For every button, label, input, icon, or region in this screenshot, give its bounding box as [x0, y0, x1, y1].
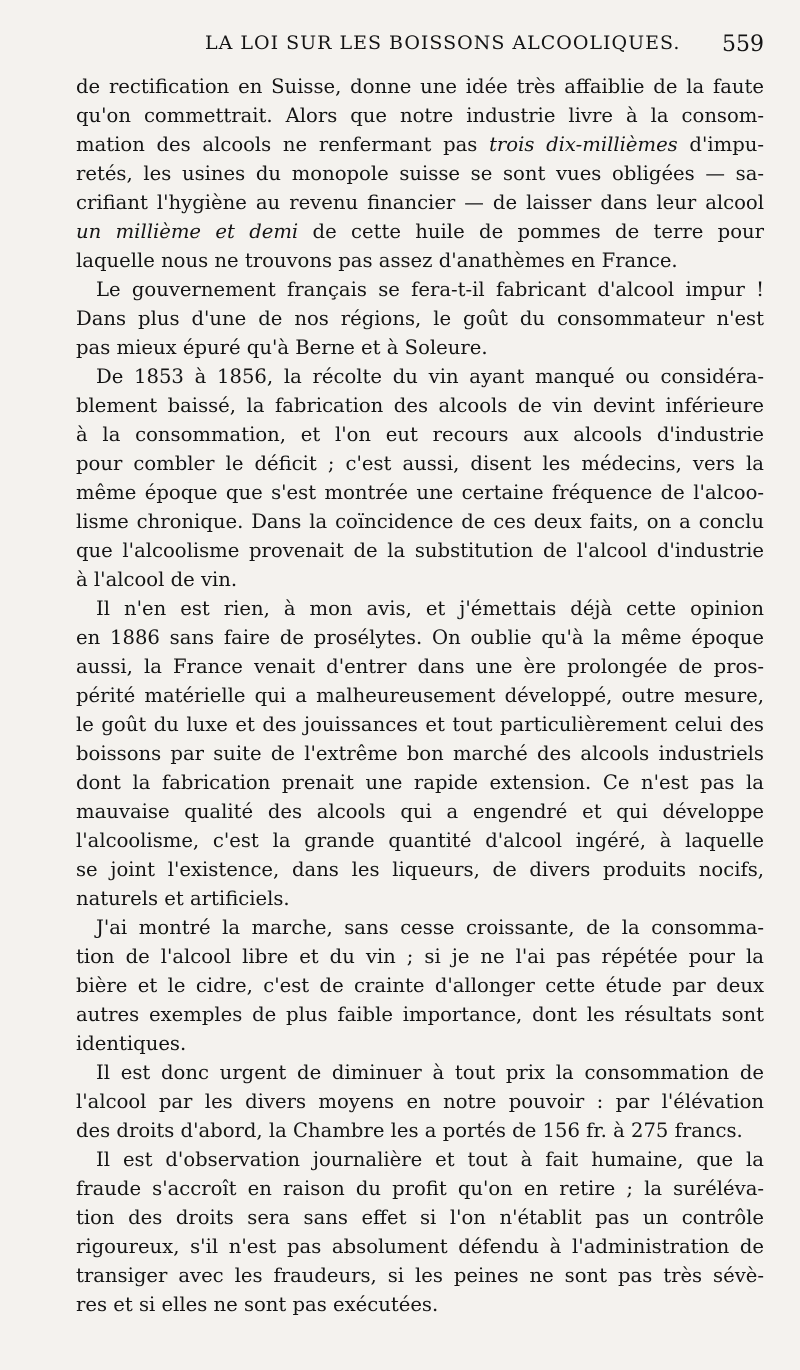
text-line: dont la fabrication prenait une rapide extension. Ce n'est pas la: [76, 771, 764, 794]
text-line: à la consommation, et l'on eut recours aux alcools d'industrie: [76, 423, 764, 446]
text-line: transiger avec les fraudeurs, si les peines ne sont pas très sévè-: [76, 1264, 764, 1287]
text-line: pas mieux épuré qu'à Berne et à Soleure.: [76, 336, 488, 359]
text-line: mation des alcools ne renfermant pas trois dix-millièmes d'impu-: [76, 133, 764, 156]
text-line: bière et le cidre, c'est de crainte d'allonger cette étude par deux: [76, 974, 764, 997]
text-line: de rectification en Suisse, donne une idée très affaiblie de la faute: [76, 75, 764, 98]
text-line: fraude s'accroît en raison du profit qu'on en retire ; la suréléva-: [76, 1177, 764, 1200]
text-line: que l'alcoolisme provenait de la substitution de l'alcool d'industrie: [76, 539, 764, 562]
text-line: se joint l'existence, dans les liqueurs, de divers produits nocifs,: [76, 858, 764, 881]
text-line: retés, les usines du monopole suisse se sont vues obligées — sa-: [76, 162, 764, 185]
text-line: qu'on commettrait. Alors que notre industrie livre à la consom-: [76, 104, 764, 127]
text-line: pour combler le déficit ; c'est aussi, disent les médecins, vers la: [76, 452, 764, 475]
text-line: l'alcoolisme, c'est la grande quantité d'alcool ingéré, à laquelle: [76, 829, 764, 852]
paragraph: [76, 72, 764, 275]
text-line: tion des droits sera sans effet si l'on n'établit pas un contrôle: [76, 1206, 764, 1229]
text-line: Il est d'observation journalière et tout à fait humaine, que la: [96, 1148, 764, 1171]
page-header: [0, 32, 800, 72]
text-line: crifiant l'hygiène au revenu financier — de laisser dans leur alcool: [76, 191, 764, 214]
text-line: à l'alcool de vin.: [76, 568, 238, 591]
text-line: un millième et demi de cette huile de pommes de terre pour: [76, 220, 765, 243]
text-line: autres exemples de plus faible importance, dont les résultats sont: [76, 1003, 764, 1026]
paragraph: [76, 594, 764, 913]
paragraph: [76, 1145, 764, 1319]
text-line: Il est donc urgent de diminuer à tout prix la consommation de: [96, 1061, 764, 1084]
text-line: le goût du luxe et des jouissances et tout particulièrement celui des: [76, 713, 764, 736]
text-line: périté matérielle qui a malheureusement développé, outre mesure,: [76, 684, 764, 707]
body-text: [76, 72, 764, 1319]
text-line: Dans plus d'une de nos régions, le goût du consommateur n'est: [76, 307, 764, 330]
text-line: même époque que s'est montrée une certaine fréquence de l'alcoo-: [76, 481, 764, 504]
text-line: mauvaise qualité des alcools qui a engendré et qui développe: [76, 800, 764, 823]
text-line: naturels et artificiels.: [76, 887, 290, 910]
text-line: des droits d'abord, la Chambre les a portés de 156 fr. à 275 francs.: [76, 1119, 743, 1142]
paragraph: [76, 275, 764, 362]
text-line: tion de l'alcool libre et du vin ; si je ne l'ai pas répétée pour la: [76, 945, 764, 968]
text-line: en 1886 sans faire de prosélytes. On oublie qu'à la même époque: [76, 626, 764, 649]
text-line: identiques.: [76, 1032, 187, 1055]
running-title: LA LOI SUR LES BOISSONS ALCOOLIQUES.: [205, 32, 681, 54]
text-line: De 1853 à 1856, la récolte du vin ayant manqué ou considéra-: [96, 365, 764, 388]
text-line: J'ai montré la marche, sans cesse croissante, de la consomma-: [96, 916, 764, 939]
text-line: aussi, la France venait d'entrer dans une ère prolongée de pros-: [76, 655, 764, 678]
text-line: Le gouvernement français se fera-t-il fabricant d'alcool impur !: [96, 278, 764, 301]
text-line: lisme chronique. Dans la coïncidence de ces deux faits, on a conclu: [76, 510, 764, 533]
text-line: l'alcool par les divers moyens en notre pouvoir : par l'élévation: [76, 1090, 764, 1113]
text-line: rigoureux, s'il n'est pas absolument défendu à l'administration de: [76, 1235, 764, 1258]
text-line: Il n'en est rien, à mon avis, et j'émettais déjà cette opinion: [96, 597, 764, 620]
paragraph: [76, 362, 764, 594]
paragraph: [76, 913, 764, 1058]
text-line: laquelle nous ne trouvons pas assez d'anathèmes en France.: [76, 249, 678, 272]
page-number: 559: [722, 32, 764, 57]
paragraph: [76, 1058, 764, 1145]
text-line: boissons par suite de l'extrême bon marché des alcools industriels: [76, 742, 764, 765]
text-line: res et si elles ne sont pas exécutées.: [76, 1293, 439, 1316]
text-line: blement baissé, la fabrication des alcools de vin devint inférieure: [76, 394, 764, 417]
